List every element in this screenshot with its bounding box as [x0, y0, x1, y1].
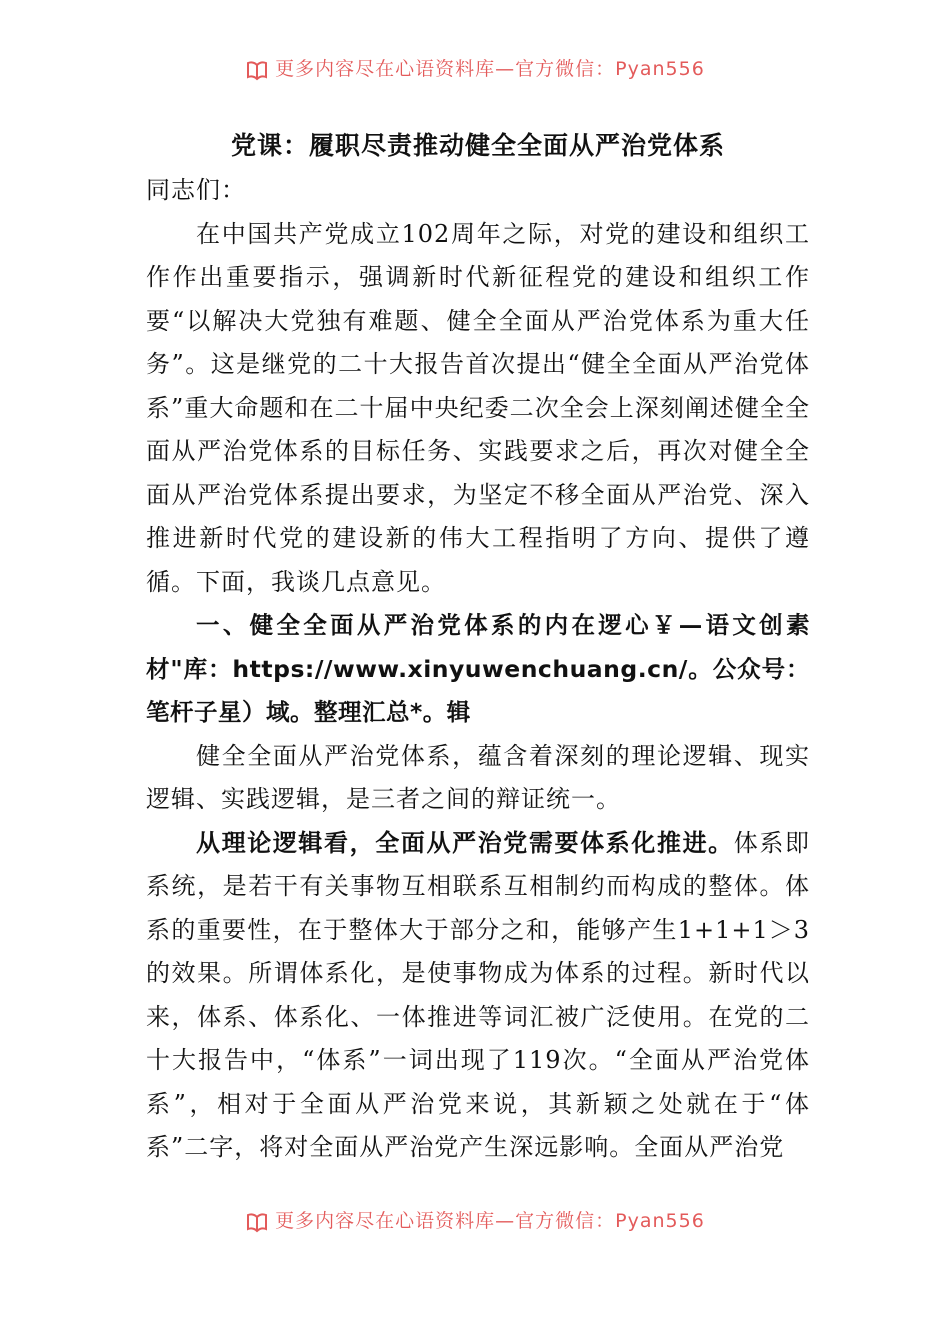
paragraph-theory-logic [146, 822, 810, 1170]
paragraph-logic-overview: 健全全面从严治党体系，蕴含着深刻的理论逻辑、现实逻辑、实践逻辑，是三者之间的辩证统一。 [146, 741, 810, 813]
book-logo-icon [245, 58, 269, 82]
watermark-text: 更多内容尽在心语资料库—官方微信：Pyan556 [275, 58, 705, 80]
watermark-text: 更多内容尽在心语资料库—官方微信：Pyan556 [275, 1210, 705, 1232]
document-title: 党课：履职尽责推动健全全面从严治党体系 [230, 131, 725, 160]
section-heading-1: 一、健全全面从严治党体系的内在逻心￥—语文创素材"库：https://www.xinyuwenchuang.cn/。公众号：笔杆子星）域。整理汇总*。辑 [146, 611, 810, 726]
book-logo-icon [245, 1210, 269, 1234]
watermark-bottom [0, 1206, 950, 1236]
salutation: 同志们： [146, 176, 246, 204]
paragraph-lead-sentence: 从理论逻辑看，全面从严治党需要体系化推进。 [196, 828, 734, 857]
document-body [146, 123, 810, 1170]
paragraph-body-text: 体系即系统，是若干有关事物互相联系互相制约而构成的整体。体系的重要性，在于整体大于部分之和，能够产生1+1+1＞3的效果。所谓体系化，是使事物成为体系的过程。新时代以来，体系、体系化、一体推进等词汇被广泛使用。在党的二十大报告中，“体系”一词出现了119次。“全面从严治党体系”，相对于全面从严治党来说，其新颖之处就在于“体系”二字，将对全面从严治党产生深远影响。全面从严治党 [146, 828, 810, 1161]
paragraph-intro: 在中国共产党成立102周年之际，对党的建设和组织工作作出重要指示，强调新时代新征程党的建设和组织工作要“以解决大党独有难题、健全全面从严治党体系为重大任务”。这是继党的二十大报告首次提出“健全全面从严治党体系”重大命题和在二十届中央纪委二次全会上深刻阐述健全全面从严治党体系的目标任务、实践要求之后，再次对健全全面从严治党体系提出要求，为坚定不移全面从严治党、深入推进新时代党的建设新的伟大工程指明了方向、提供了遵循。下面，我谈几点意见。 [146, 219, 810, 596]
watermark-top [0, 54, 950, 84]
